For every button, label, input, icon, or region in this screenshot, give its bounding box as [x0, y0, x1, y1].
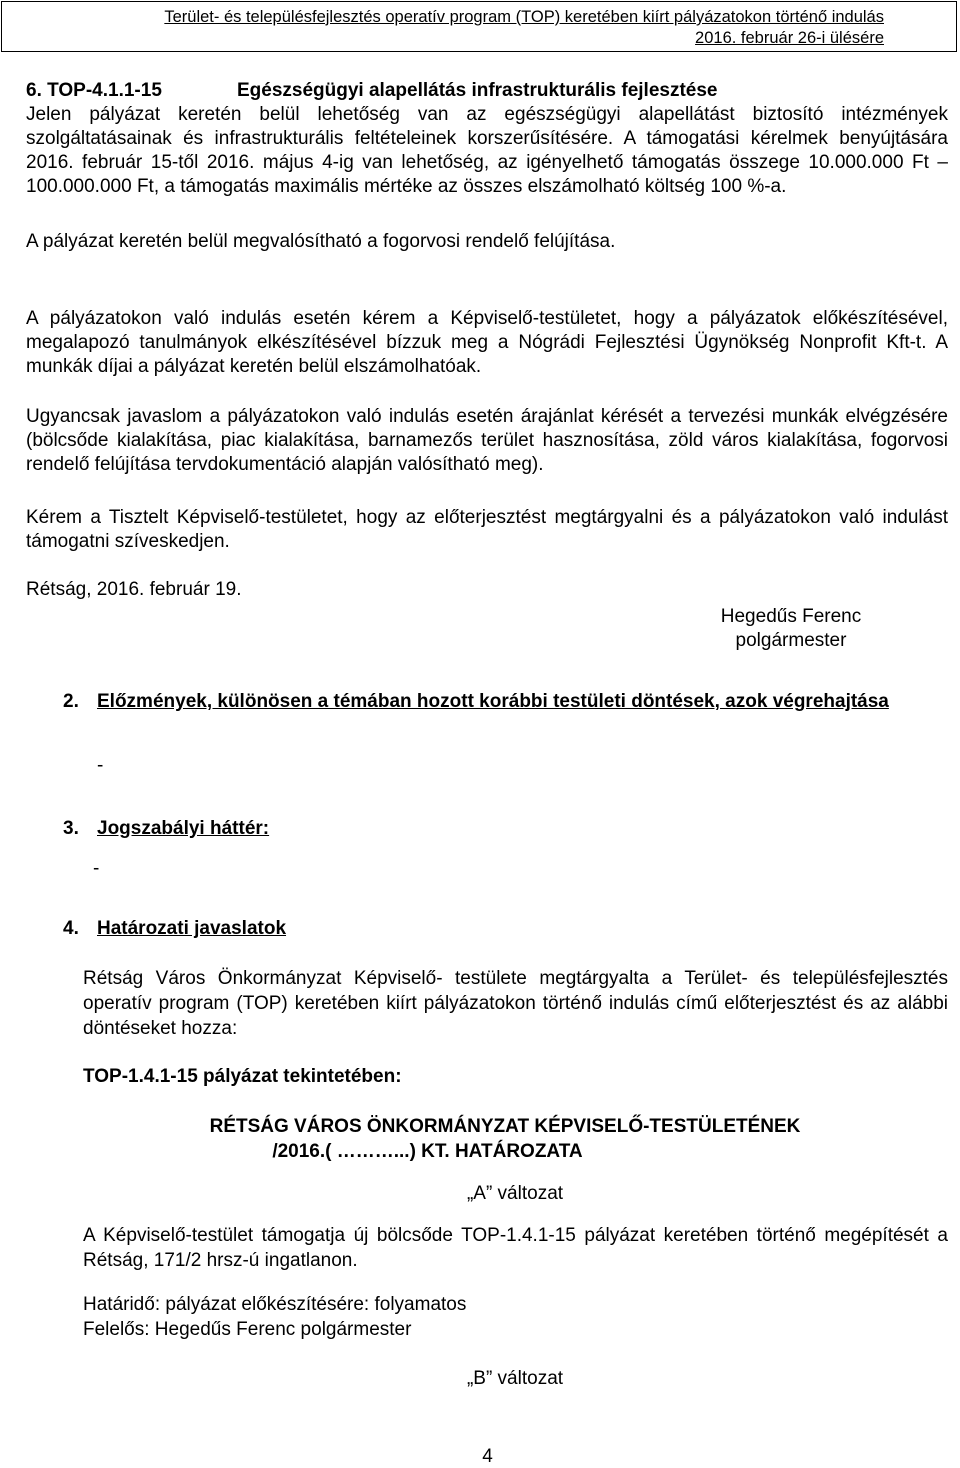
section6-paragraph: Jelen pályázat keretén belül lehetőség van az egészségügyi alapellátást biztosító intézmények szolgáltatásainak és infrastrukturális feltételeinek korszerűsítésére. A támogatási kérelmek benyújtására 2016. február 15-től 2016. május 4-ig van lehetőség, az igényelhető támogatás összege 10.000.000 Ft – 100.000.000 Ft, a támogatás maximális mértéke az összes elszámolható költség 100 %-a. — [26, 104, 948, 197]
section2-content: - — [97, 755, 104, 776]
responsible-line: Felelős: Hegedűs Ferenc polgármester — [83, 1319, 412, 1340]
signer-title: polgármester — [735, 630, 847, 651]
signature-block — [706, 605, 876, 653]
section6-title: Egészségügyi alapellátás infrastrukturális fejlesztése — [237, 80, 718, 101]
section2-number: 2. — [63, 691, 79, 712]
variant-b-label: „B” változat — [466, 1368, 564, 1389]
place-date: Rétság, 2016. február 19. — [26, 579, 242, 600]
resolution-title-line1: RÉTSÁG VÁROS ÖNKORMÁNYZAT KÉPVISELŐ-TESTÜLETÉNEK — [209, 1116, 801, 1137]
header-title-line2: 2016. február 26-i ülésére — [695, 29, 884, 47]
body-paragraph-2: Ugyancsak javaslom a pályázatokon való indulás esetén árajánlat kérését a tervezési munkák elvégzésére (bölcsőde kialakítása, piac kialakítása, barnamezős terület hasznosítása, zöld város kialakítása, fogorvosi rendelő felújítása tervdokumentáció alapján valósítható meg). — [26, 406, 948, 475]
resolution-intro: Rétság Város Önkormányzat Képviselő- testülete megtárgyalta a Terület- és településfejlesztés operatív program (TOP) keretében kiírt pályázatokon történő indulás című előterjesztést és az alábbi döntéseket hozza: — [83, 968, 948, 1039]
body-paragraph-1: A pályázatokon való indulás esetén kérem a Képviselő-testületet, hogy a pályázatok előkészítésével, megalapozó tanulmányok elkészítésével bízzuk meg a Nógrádi Fejlesztési Ügynökség Nonprofit Kft-t. A munkák díjai a pályázat keretén belül elszámolhatóak. — [26, 308, 948, 377]
deadline-line: Határidő: pályázat előkészítésére: folyamatos — [83, 1294, 467, 1315]
section6-heading — [26, 79, 718, 103]
body-paragraph-3: Kérem a Tisztelt Képviselő-testületet, hogy az előterjesztést megtárgyalni és a pályázatokon való indulást támogatni szíveskedjen. — [26, 507, 948, 552]
section4-title: Határozati javaslatok — [97, 918, 287, 939]
header-title-line1: Terület- és településfejlesztés operatív program (TOP) keretében kiírt pályázatokon történő indulás — [164, 8, 884, 26]
section6-number: 6. TOP-4.1.1-15 — [26, 80, 162, 101]
resolution-title-line2: /2016.( ………...) KT. HATÁROZATA — [272, 1141, 583, 1162]
section3-number: 3. — [63, 818, 79, 839]
variant-a-label: „A” változat — [466, 1183, 564, 1204]
section4-number: 4. — [63, 918, 79, 939]
section3-content: - — [93, 858, 100, 879]
section6-paragraph-2: A pályázat keretén belül megvalósítható a fogorvosi rendelő felújítása. — [26, 231, 616, 252]
resolution-subheading: TOP-1.4.1-15 pályázat tekintetében: — [83, 1066, 402, 1087]
section3-title: Jogszabályi háttér: — [97, 818, 270, 839]
page-number: 4 — [482, 1446, 493, 1467]
signer-name: Hegedűs Ferenc — [720, 606, 862, 627]
section2-title: Előzmények, különösen a témában hozott korábbi testületi döntések, azok végrehajtása — [97, 691, 889, 712]
resolution-title — [0, 1114, 960, 1164]
page-header — [1, 1, 957, 52]
variant-a-text: A Képviselő-testület támogatja új bölcsőde TOP-1.4.1-15 pályázat keretében történő megépítését a Rétság, 171/2 hrsz-ú ingatlanon. — [83, 1225, 948, 1271]
